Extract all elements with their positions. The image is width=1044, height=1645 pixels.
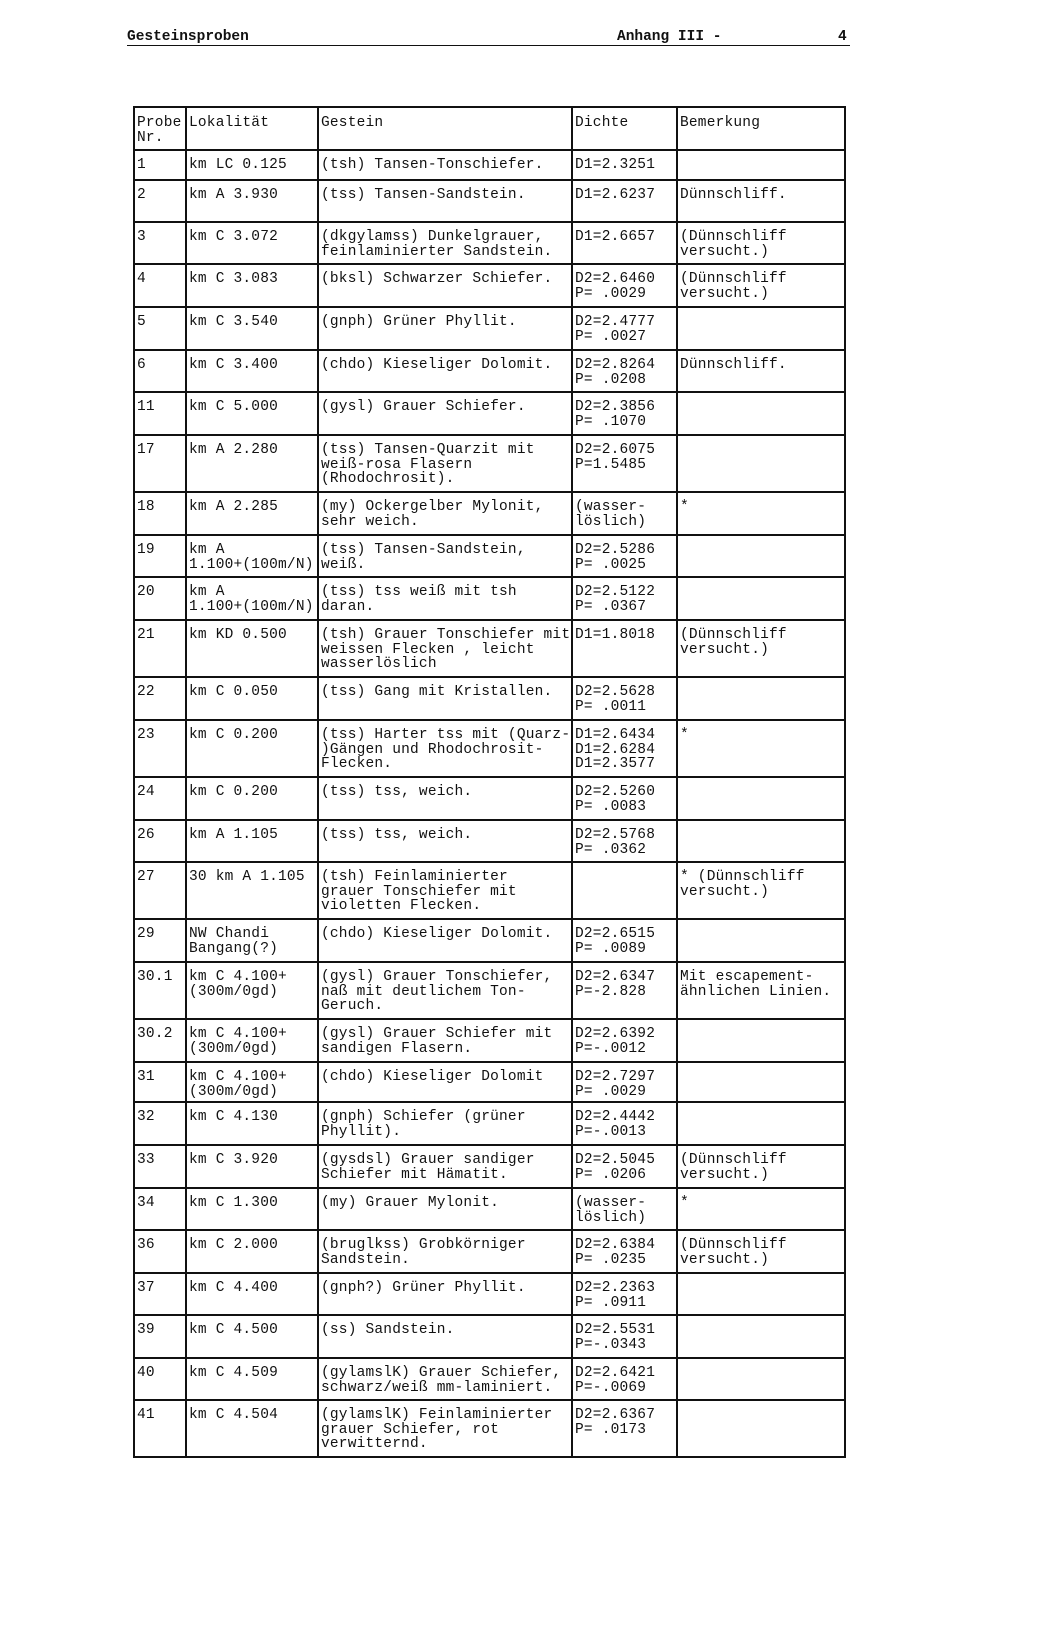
table-row	[134, 435, 845, 492]
cell-lokalitaet: km C 4.500	[186, 1315, 318, 1358]
cell-probe-nr: 17	[134, 435, 186, 492]
page-number: 4	[838, 29, 847, 45]
cell-bemerkung: Dünnschliff.	[677, 350, 845, 392]
cell-gestein: (gysl) Grauer Schiefer.	[318, 392, 572, 435]
cell-probe-nr: 26	[134, 820, 186, 862]
cell-dichte: (wasser- löslich)	[572, 492, 677, 535]
cell-lokalitaet: km A 3.930	[186, 180, 318, 222]
table-header-row	[134, 107, 845, 150]
header-title: Gesteinsproben	[127, 29, 249, 45]
cell-gestein: (tss) Harter tss mit (Quarz- )Gängen und Rhodochrosit- Flecken.	[318, 720, 572, 777]
cell-lokalitaet: km C 3.540	[186, 307, 318, 350]
cell-gestein: (tss) Tansen-Sandstein.	[318, 180, 572, 222]
table-row	[134, 1230, 845, 1273]
cell-gestein: (gylamslK) Grauer Schiefer, schwarz/weiß mm-laminiert.	[318, 1358, 572, 1400]
cell-probe-nr: 23	[134, 720, 186, 777]
cell-probe-nr: 27	[134, 862, 186, 919]
cell-dichte: D2=2.3856 P= .1070	[572, 392, 677, 435]
cell-dichte: D2=2.6347 P=-2.828	[572, 962, 677, 1019]
cell-bemerkung: (Dünnschliff versucht.)	[677, 1145, 845, 1188]
cell-gestein: (gysdsl) Grauer sandiger Schiefer mit Hämatit.	[318, 1145, 572, 1188]
cell-dichte: D2=2.6367 P= .0173	[572, 1400, 677, 1457]
table-row	[134, 1188, 845, 1230]
cell-lokalitaet: km C 4.100+ (300m/0gd)	[186, 1019, 318, 1062]
cell-dichte: D2=2.6421 P=-.0069	[572, 1358, 677, 1400]
table-row	[134, 577, 845, 620]
header-appendix: Anhang III -	[617, 29, 722, 45]
cell-probe-nr: 31	[134, 1062, 186, 1102]
cell-probe-nr: 32	[134, 1102, 186, 1145]
cell-lokalitaet: km C 5.000	[186, 392, 318, 435]
cell-gestein: (gysl) Grauer Schiefer mit sandigen Flasern.	[318, 1019, 572, 1062]
cell-bemerkung: (Dünnschliff versucht.)	[677, 1230, 845, 1273]
cell-probe-nr: 37	[134, 1273, 186, 1315]
cell-lokalitaet: km C 4.100+ (300m/0gd)	[186, 962, 318, 1019]
table-row	[134, 1358, 845, 1400]
table-row	[134, 222, 845, 264]
cell-dichte: D2=2.6460 P= .0029	[572, 264, 677, 307]
cell-bemerkung	[677, 1400, 845, 1457]
cell-gestein: (tsh) Grauer Tonschiefer mit weissen Flecken , leicht wasserlöslich	[318, 620, 572, 677]
cell-gestein: (tsh) Tansen-Tonschiefer.	[318, 150, 572, 180]
cell-lokalitaet: km C 4.400	[186, 1273, 318, 1315]
cell-bemerkung: Dünnschliff.	[677, 180, 845, 222]
cell-dichte: D2=2.5286 P= .0025	[572, 535, 677, 577]
cell-bemerkung: *	[677, 492, 845, 535]
cell-bemerkung	[677, 1019, 845, 1062]
cell-lokalitaet: km C 0.200	[186, 777, 318, 820]
cell-bemerkung: (Dünnschliff versucht.)	[677, 264, 845, 307]
table-row	[134, 264, 845, 307]
cell-dichte: D2=2.5531 P=-.0343	[572, 1315, 677, 1358]
cell-probe-nr: 34	[134, 1188, 186, 1230]
cell-lokalitaet: km C 4.509	[186, 1358, 318, 1400]
cell-bemerkung: * (Dünnschliff versucht.)	[677, 862, 845, 919]
cell-gestein: (ss) Sandstein.	[318, 1315, 572, 1358]
cell-bemerkung	[677, 1273, 845, 1315]
column-header-lokalitaet: Lokalität	[186, 107, 318, 150]
table-row	[134, 620, 845, 677]
cell-dichte: D2=2.5045 P= .0206	[572, 1145, 677, 1188]
cell-gestein: (tss) tss, weich.	[318, 777, 572, 820]
cell-dichte: D2=2.8264 P= .0208	[572, 350, 677, 392]
cell-dichte: D2=2.2363 P= .0911	[572, 1273, 677, 1315]
cell-gestein: (chdo) Kieseliger Dolomit.	[318, 350, 572, 392]
cell-bemerkung	[677, 820, 845, 862]
cell-dichte: (wasser- löslich)	[572, 1188, 677, 1230]
cell-dichte: D2=2.4777 P= .0027	[572, 307, 677, 350]
table-row	[134, 820, 845, 862]
cell-bemerkung	[677, 777, 845, 820]
cell-gestein: (tss) tss, weich.	[318, 820, 572, 862]
cell-dichte: D2=2.5768 P= .0362	[572, 820, 677, 862]
cell-probe-nr: 21	[134, 620, 186, 677]
cell-gestein: (my) Ockergelber Mylonit, sehr weich.	[318, 492, 572, 535]
table-row	[134, 535, 845, 577]
table-row	[134, 862, 845, 919]
cell-dichte: D2=2.6515 P= .0089	[572, 919, 677, 962]
table-row	[134, 1102, 845, 1145]
cell-bemerkung	[677, 1315, 845, 1358]
cell-dichte: D2=2.4442 P=-.0013	[572, 1102, 677, 1145]
cell-probe-nr: 6	[134, 350, 186, 392]
table-row	[134, 1400, 845, 1457]
table-row	[134, 307, 845, 350]
cell-bemerkung	[677, 435, 845, 492]
table-row	[134, 1315, 845, 1358]
cell-dichte: D1=2.6237	[572, 180, 677, 222]
table-row	[134, 150, 845, 180]
cell-probe-nr: 4	[134, 264, 186, 307]
cell-gestein: (chdo) Kieseliger Dolomit.	[318, 919, 572, 962]
cell-probe-nr: 41	[134, 1400, 186, 1457]
cell-dichte: D2=2.6392 P=-.0012	[572, 1019, 677, 1062]
cell-probe-nr: 3	[134, 222, 186, 264]
table-row	[134, 919, 845, 962]
cell-gestein: (bksl) Schwarzer Schiefer.	[318, 264, 572, 307]
cell-gestein: (gnph) Grüner Phyllit.	[318, 307, 572, 350]
cell-lokalitaet: km C 0.200	[186, 720, 318, 777]
cell-gestein: (gylamslK) Feinlaminierter grauer Schiefer, rot verwitternd.	[318, 1400, 572, 1457]
cell-lokalitaet: km C 2.000	[186, 1230, 318, 1273]
cell-lokalitaet: km C 1.300	[186, 1188, 318, 1230]
page-header	[127, 29, 850, 46]
cell-bemerkung: *	[677, 720, 845, 777]
cell-lokalitaet: km A 1.100+(100m/N)	[186, 577, 318, 620]
cell-dichte: D2=2.7297 P= .0029	[572, 1062, 677, 1102]
cell-probe-nr: 20	[134, 577, 186, 620]
cell-bemerkung	[677, 677, 845, 720]
table-row	[134, 1019, 845, 1062]
cell-bemerkung	[677, 535, 845, 577]
cell-probe-nr: 18	[134, 492, 186, 535]
cell-dichte: D1=2.6657	[572, 222, 677, 264]
cell-lokalitaet: km C 4.504	[186, 1400, 318, 1457]
cell-dichte	[572, 862, 677, 919]
table-row	[134, 677, 845, 720]
cell-probe-nr: 5	[134, 307, 186, 350]
cell-dichte: D2=2.6384 P= .0235	[572, 1230, 677, 1273]
cell-gestein: (my) Grauer Mylonit.	[318, 1188, 572, 1230]
cell-probe-nr: 30.2	[134, 1019, 186, 1062]
cell-bemerkung	[677, 1358, 845, 1400]
cell-lokalitaet: km C 4.100+ (300m/0gd)	[186, 1062, 318, 1102]
table-row	[134, 962, 845, 1019]
cell-gestein: (tsh) Feinlaminierter grauer Tonschiefer mit violetten Flecken.	[318, 862, 572, 919]
column-header-gestein: Gestein	[318, 107, 572, 150]
cell-bemerkung: Mit escapement- ähnlichen Linien.	[677, 962, 845, 1019]
cell-bemerkung	[677, 919, 845, 962]
cell-gestein: (tss) Tansen-Quarzit mit weiß-rosa Flasern (Rhodochrosit).	[318, 435, 572, 492]
cell-gestein: (gnph) Schiefer (grüner Phyllit).	[318, 1102, 572, 1145]
cell-dichte: D2=2.5260 P= .0083	[572, 777, 677, 820]
cell-probe-nr: 39	[134, 1315, 186, 1358]
cell-lokalitaet: km LC 0.125	[186, 150, 318, 180]
cell-gestein: (tss) Tansen-Sandstein, weiß.	[318, 535, 572, 577]
cell-gestein: (tss) Gang mit Kristallen.	[318, 677, 572, 720]
column-header-dichte: Dichte	[572, 107, 677, 150]
cell-bemerkung: (Dünnschliff versucht.)	[677, 222, 845, 264]
cell-gestein: (dkgylamss) Dunkelgrauer, feinlaminierter Sandstein.	[318, 222, 572, 264]
cell-gestein: (gnph?) Grüner Phyllit.	[318, 1273, 572, 1315]
cell-lokalitaet: km C 3.400	[186, 350, 318, 392]
table-row	[134, 720, 845, 777]
cell-gestein: (gysl) Grauer Tonschiefer, naß mit deutlichem Ton- Geruch.	[318, 962, 572, 1019]
cell-lokalitaet: km A 2.285	[186, 492, 318, 535]
cell-lokalitaet: km C 4.130	[186, 1102, 318, 1145]
cell-lokalitaet: km A 1.105	[186, 820, 318, 862]
cell-dichte: D1=2.3251	[572, 150, 677, 180]
cell-dichte: D2=2.5122 P= .0367	[572, 577, 677, 620]
cell-dichte: D1=1.8018	[572, 620, 677, 677]
table-row	[134, 350, 845, 392]
cell-bemerkung: *	[677, 1188, 845, 1230]
cell-lokalitaet: km C 0.050	[186, 677, 318, 720]
table-row	[134, 1273, 845, 1315]
cell-dichte: D2=2.5628 P= .0011	[572, 677, 677, 720]
cell-lokalitaet: km C 3.072	[186, 222, 318, 264]
column-header-probe-nr: Probe Nr.	[134, 107, 186, 150]
cell-gestein: (chdo) Kieseliger Dolomit	[318, 1062, 572, 1102]
cell-probe-nr: 19	[134, 535, 186, 577]
cell-dichte: D2=2.6075 P=1.5485	[572, 435, 677, 492]
cell-probe-nr: 40	[134, 1358, 186, 1400]
cell-lokalitaet: km C 3.920	[186, 1145, 318, 1188]
cell-dichte: D1=2.6434 D1=2.6284 D1=2.3577	[572, 720, 677, 777]
cell-bemerkung	[677, 577, 845, 620]
table-row	[134, 392, 845, 435]
cell-probe-nr: 24	[134, 777, 186, 820]
cell-bemerkung	[677, 150, 845, 180]
cell-lokalitaet: km C 3.083	[186, 264, 318, 307]
table-row	[134, 492, 845, 535]
cell-probe-nr: 33	[134, 1145, 186, 1188]
table-row	[134, 777, 845, 820]
cell-gestein: (bruglkss) Grobkörniger Sandstein.	[318, 1230, 572, 1273]
cell-probe-nr: 1	[134, 150, 186, 180]
cell-probe-nr: 11	[134, 392, 186, 435]
cell-lokalitaet: NW Chandi Bangang(?)	[186, 919, 318, 962]
cell-lokalitaet: km KD 0.500	[186, 620, 318, 677]
cell-lokalitaet: 30 km A 1.105	[186, 862, 318, 919]
cell-bemerkung	[677, 392, 845, 435]
cell-bemerkung	[677, 1102, 845, 1145]
cell-lokalitaet: km A 1.100+(100m/N)	[186, 535, 318, 577]
cell-probe-nr: 36	[134, 1230, 186, 1273]
cell-lokalitaet: km A 2.280	[186, 435, 318, 492]
cell-probe-nr: 2	[134, 180, 186, 222]
table-row	[134, 1062, 845, 1102]
cell-probe-nr: 29	[134, 919, 186, 962]
column-header-bemerkung: Bemerkung	[677, 107, 845, 150]
cell-bemerkung: (Dünnschliff versucht.)	[677, 620, 845, 677]
cell-bemerkung	[677, 1062, 845, 1102]
cell-gestein: (tss) tss weiß mit tsh daran.	[318, 577, 572, 620]
cell-probe-nr: 22	[134, 677, 186, 720]
cell-bemerkung	[677, 307, 845, 350]
table-row	[134, 1145, 845, 1188]
table-row	[134, 180, 845, 222]
rock-samples-table	[133, 106, 846, 1458]
cell-probe-nr: 30.1	[134, 962, 186, 1019]
